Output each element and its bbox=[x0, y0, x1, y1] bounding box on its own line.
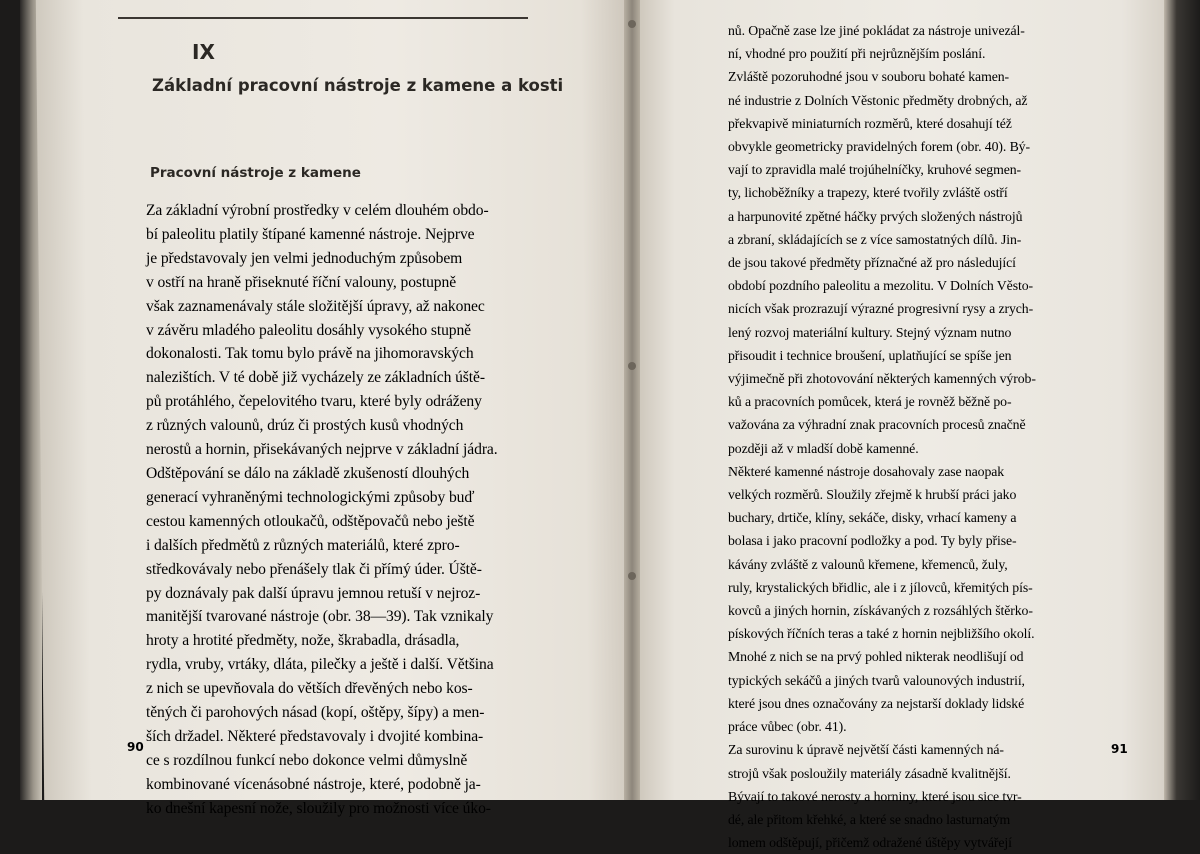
text-line: z různých valounů, drúz či prostých kusů vhodných bbox=[146, 417, 464, 435]
text-line: nů. Opačně zase lze jiné pokládat za nástroje univezál- bbox=[728, 23, 1025, 38]
text-line: typických sekáčů a jiných tvarů valounových industrií, bbox=[728, 672, 1025, 688]
text-line: těných či parohových násad (kopí, oštěpy, šípy) a men- bbox=[146, 704, 485, 722]
text-line: obvykle geometricky pravidelných forem (obr. 40). Bý- bbox=[728, 139, 1030, 155]
right-body-text bbox=[728, 19, 1036, 854]
text-line: bí paleolitu platily štípané kamenné nástroje. Nejprve bbox=[146, 225, 475, 243]
text-line: období pozdního paleolitu a mezolitu. V Dolních Věsto- bbox=[728, 278, 1033, 294]
text-line: hroty a hrotité předměty, nože, škrabadla, drásadla, bbox=[146, 632, 460, 650]
chapter-number: IX bbox=[192, 40, 215, 64]
text-line: rydla, vruby, vrtáky, dláta, pilečky a ještě i další. Většina bbox=[146, 656, 494, 674]
text-line: ků a pracovních pomůcek, která je rovněž běžně po- bbox=[728, 394, 1012, 410]
text-line: manitější tvarované nástroje (obr. 38—39). Tak vznikaly bbox=[146, 608, 494, 626]
text-line: ty, lichoběžníky a trapezy, které tvořily zvláště ostří bbox=[728, 185, 1008, 201]
text-line: v závěru mladého paleolitu dosáhly vysokého stupně bbox=[146, 321, 471, 339]
text-line: kávány zvláště z valounů křemene, křemenců, žuly, bbox=[728, 556, 1008, 572]
text-line: strojů však posloužily materiály zásadně kvalitnější. bbox=[728, 765, 1011, 781]
text-line: středkovávaly nebo přenášely tlak či přímý úder. Úště- bbox=[146, 560, 482, 578]
text-line: nalezištích. V té době již vycházely ze základních úště- bbox=[146, 369, 485, 387]
binding-stitch bbox=[628, 572, 636, 580]
text-line: Za surovinu k úpravě největší části kamenných ná- bbox=[728, 742, 1004, 758]
text-line: ších držadel. Některé představovaly i dvojité kombina- bbox=[146, 727, 484, 745]
section-title: Pracovní nástroje z kamene bbox=[150, 165, 361, 181]
text-line: pískových říčních teras a také z hornin nejbližšího okolí. bbox=[728, 626, 1035, 642]
text-line: velkých rozměrů. Sloužily zřejmě k hrubší práci jako bbox=[728, 487, 1017, 503]
text-line: které jsou dnes označovány za nejstarší doklady lidské bbox=[728, 695, 1025, 711]
text-line: Bývají to takové nerosty a horniny, které jsou sice tvr- bbox=[728, 788, 1022, 804]
binding-stitch bbox=[628, 20, 636, 28]
text-line: de jsou takové předměty příznačné až pro následující bbox=[728, 255, 1016, 271]
text-line: dokonalosti. Tak tomu bylo právě na jihomoravských bbox=[146, 345, 474, 363]
left-body-text bbox=[146, 199, 498, 821]
text-line: dé, ale přitom křehké, a které se snadno lasturnatým bbox=[728, 811, 1011, 827]
page-number-left: 90 bbox=[127, 740, 144, 754]
book-spine bbox=[624, 0, 640, 800]
text-line: v ostří na hraně přiseknuté říční valouny, postupně bbox=[146, 273, 457, 291]
text-line: z nich se upevňovala do větších dřevěných nebo kos- bbox=[146, 680, 473, 698]
text-line: ce s rozdílnou funkcí nebo dokonce velmi důmyslně bbox=[146, 751, 468, 769]
text-line: né industrie z Dolních Věstonic předměty drobných, až bbox=[728, 92, 1028, 108]
text-line: Zvláště pozoruhodné jsou v souboru bohaté kamen- bbox=[728, 69, 1010, 85]
right-shadow bbox=[1164, 0, 1200, 800]
text-line: lený rozvoj materiální kultury. Stejný význam nutno bbox=[728, 324, 1012, 340]
text-line: Odštěpování se dálo na základě zkušeností dlouhých bbox=[146, 464, 470, 482]
text-line: ruly, krystalických břidlic, ale i z jílovců, křemitých pís- bbox=[728, 579, 1033, 595]
text-line: přisoudit i technice broušení, uplatňující se spíše jen bbox=[728, 347, 1012, 363]
text-line: později až v mladší době kamenné. bbox=[728, 440, 919, 456]
binding-stitch bbox=[628, 362, 636, 370]
text-line: cestou kamenných otloukačů, odštěpovačů nebo ještě bbox=[146, 512, 475, 530]
text-line: nicích však prozrazují výrazné progresivní rysy a zrych- bbox=[728, 301, 1034, 317]
text-line: ní, vhodné pro použití při nejrůznějším poslání. bbox=[728, 46, 986, 62]
text-line: Za základní výrobní prostředky v celém dlouhém obdo- bbox=[146, 202, 489, 219]
text-line: važována za výhradní znak pracovních procesů značně bbox=[728, 417, 1026, 433]
text-line: i dalších předmětů z různých materiálů, které zpro- bbox=[146, 536, 460, 554]
text-line: nerostů a hornin, přisekávaných nejprve v základní jádra. bbox=[146, 441, 498, 459]
text-line: generací vyhraněnými technologickými způsoby buď bbox=[146, 488, 475, 506]
chapter-title: Základní pracovní nástroje z kamene a kosti bbox=[152, 76, 564, 95]
text-line: výjimečně při zhotovování některých kamenných výrob- bbox=[728, 371, 1036, 387]
text-line: překvapivě miniaturních rozměrů, které dosahují též bbox=[728, 115, 1012, 131]
page-number-right: 91 bbox=[1111, 742, 1128, 756]
text-line: však zaznamenávaly stále složitější úpravy, až nakonec bbox=[146, 297, 485, 315]
text-line: vají to zpravidla malé trojúhelníčky, kruhové segmen- bbox=[728, 162, 1022, 178]
chapter-rule bbox=[118, 17, 528, 19]
text-line: Mnohé z nich se na prvý pohled nikterak neodlišují od bbox=[728, 649, 1024, 665]
text-line: práce vůbec (obr. 41). bbox=[728, 719, 847, 735]
text-line: py doznávaly pak další úpravu jemnou retuší v nejroz- bbox=[146, 584, 481, 602]
text-line: Některé kamenné nástroje dosahovaly zase naopak bbox=[728, 463, 1005, 479]
text-line: buchary, drtiče, klíny, sekáče, disky, vrhací kameny a bbox=[728, 510, 1017, 526]
text-line: kombinované vícenásobné nástroje, které, podobně ja- bbox=[146, 775, 481, 793]
text-line: a zbraní, skládajících se z více samostatných dílů. Jin- bbox=[728, 231, 1022, 247]
text-line: kovců a jiných hornin, získávaných z rozsáhlých štěrko- bbox=[728, 603, 1033, 619]
text-line: pů protáhlého, čepelovitého tvaru, které byly odráženy bbox=[146, 393, 482, 411]
text-line: lomem odštěpují, přičemž odražené úštěpy vytvářejí bbox=[728, 835, 1012, 851]
text-line: bolasa i jako pracovní podložky a pod. Ty byly přise- bbox=[728, 533, 1017, 549]
text-line: ko dnešní kapesní nože, sloužily pro možnosti více úko- bbox=[146, 799, 491, 817]
text-line: a harpunovité zpětné háčky prvých složených nástrojů bbox=[728, 208, 1023, 224]
text-line: je představovaly jen velmi jednoduchým způsobem bbox=[146, 249, 463, 267]
